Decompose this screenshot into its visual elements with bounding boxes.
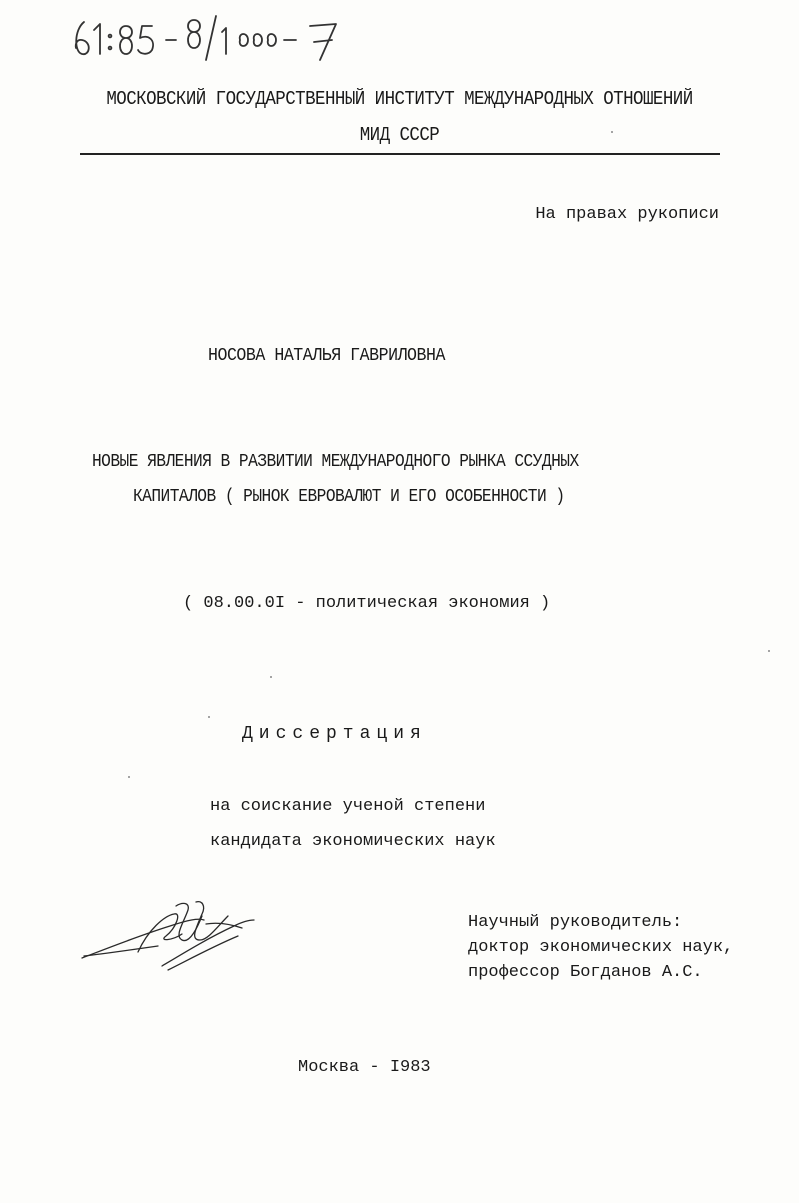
advisor-degree: доктор экономических наук, <box>468 938 734 957</box>
author-name: НОСОВА НАТАЛЬЯ ГАВРИЛОВНА <box>208 346 445 366</box>
scan-speck <box>128 776 130 778</box>
advisor-name: профессор Богданов А.С. <box>468 963 703 982</box>
header-divider <box>80 153 720 155</box>
author-signature <box>78 896 258 976</box>
scan-speck <box>208 716 210 718</box>
degree-line-2: кандидата экономических наук <box>210 832 496 851</box>
place-and-year: Москва - I983 <box>298 1058 431 1077</box>
scan-speck <box>270 676 272 678</box>
dissertation-title-line-2: КАПИТАЛОВ ( РЫНОК ЕВРОВАЛЮТ И ЕГО ОСОБЕННОСТИ ) <box>133 487 565 507</box>
advisor-label: Научный руководитель: <box>468 913 683 932</box>
scan-speck <box>611 131 613 133</box>
scan-speck <box>768 650 770 652</box>
handwritten-archive-mark <box>70 10 360 70</box>
ministry-name: МИД СССР <box>359 124 440 146</box>
specialty-code: ( 08.00.0I - политическая экономия ) <box>183 594 551 613</box>
rights-note: На правах рукописи <box>535 205 719 224</box>
institute-name: МОСКОВСКИЙ ГОСУДАРСТВЕННЫЙ ИНСТИТУТ МЕЖДУНАРОДНЫХ ОТНОШЕНИЙ <box>106 88 693 110</box>
degree-line-1: на соискание ученой степени <box>210 797 486 816</box>
dissertation-title-line-1: НОВЫЕ ЯВЛЕНИЯ В РАЗВИТИИ МЕЖДУНАРОДНОГО РЫНКА ССУДНЫХ <box>92 452 579 472</box>
document-type: Диссертация <box>242 724 427 744</box>
